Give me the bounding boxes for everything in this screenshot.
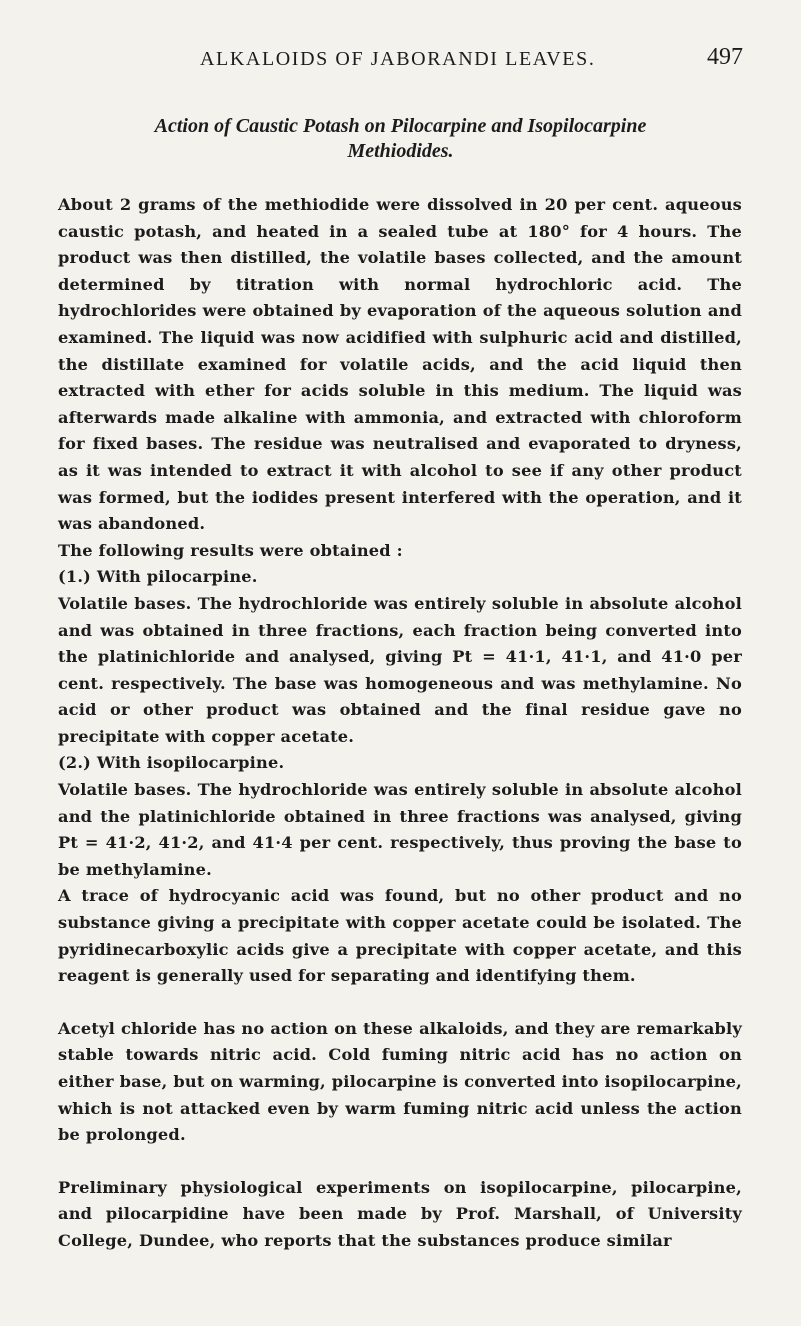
paragraph-pilocarpine-results: Volatile bases. The hydrochloride was entirely soluble in absolute alcohol and was obtained in three fractions, each fraction being converted into the platinichloride and analysed, giving Pt = 41·1, 41·1, and 41·0 per cent. respectively. The base was homogeneous and was methylamine. No acid or other product was obtained and the final residue gave no precipitate with copper acetate. [58,593,742,746]
page-number: 497 [707,44,743,70]
running-title: ALKALOIDS OF JABORANDI LEAVES. [200,48,596,70]
paragraph-isopilocarpine-heading: (2.) With isopilocarpine. [58,753,285,773]
paragraph-gap [58,990,742,1016]
paragraph-isopilocarpine-results: Volatile bases. The hydrochloride was entirely soluble in absolute alcohol and the platinichloride obtained in three fractions was analysed, giving Pt = 41·2, 41·2, and 41·4 per cent. respectively, thus proving the base to be methylamine. [58,780,742,879]
paragraph-pilocarpine-heading: (1.) With pilocarpine. [58,567,258,587]
section-title [58,114,743,164]
paragraph-acetyl-chloride: Acetyl chloride has no action on these alkaloids, and they are remarkably stable towards nitric acid. Cold fuming nitric acid has no action on either base, but on warming, pilocarpine is converted into isopilocarpine, which is not attacked even by warm fuming nitric acid unless the action be prolonged. [58,1018,742,1145]
paragraph-results-intro: The following results were obtained : [58,540,403,560]
section-title-line-2: Methiodides. [347,140,454,162]
paragraph-hydrocyanic: A trace of hydrocyanic acid was found, but no other product and no substance giving a precipitate with copper acetate could be isolated. The pyridinecarboxylic acids give a precipitate with copper acetate, and this reagent is generally used for separating and identifying them. [58,886,742,986]
section-title-line-1: Action of Caustic Potash on Pilocarpine and Isopilocarpine [154,115,647,137]
paragraph-gap [58,1149,742,1175]
paragraph-method: About 2 grams of the methiodide were dissolved in 20 per cent. aqueous caustic potash, and heated in a sealed tube at 180° for 4 hours. The product was then distilled, the volatile bases collected, and the amount determined by titration with normal hydrochloric acid. The hydrochlorides were obtained by evaporation of the aqueous solution and examined. The liquid was now acidified with sulphuric acid and distilled, the distillate examined for volatile acids, and the acid liquid then extracted with ether for acids soluble in this medium. The liquid was afterwards made alkaline with ammonia, and extracted with chloroform for fixed bases. The residue was neutralised and evaporated to dryness, as it was intended to extract it with alcohol to see if any other product was formed, but the iodides present interfered with the operation, and it was abandoned. [58,195,742,534]
paragraph-physiological: Preliminary physiological experiments on isopilocarpine, pilocarpine, and pilocarpidine have been made by Prof. Marshall, of University College, Dundee, who reports that the substances produce similar [58,1177,742,1250]
body-text [58,192,742,1255]
running-head [58,44,743,76]
